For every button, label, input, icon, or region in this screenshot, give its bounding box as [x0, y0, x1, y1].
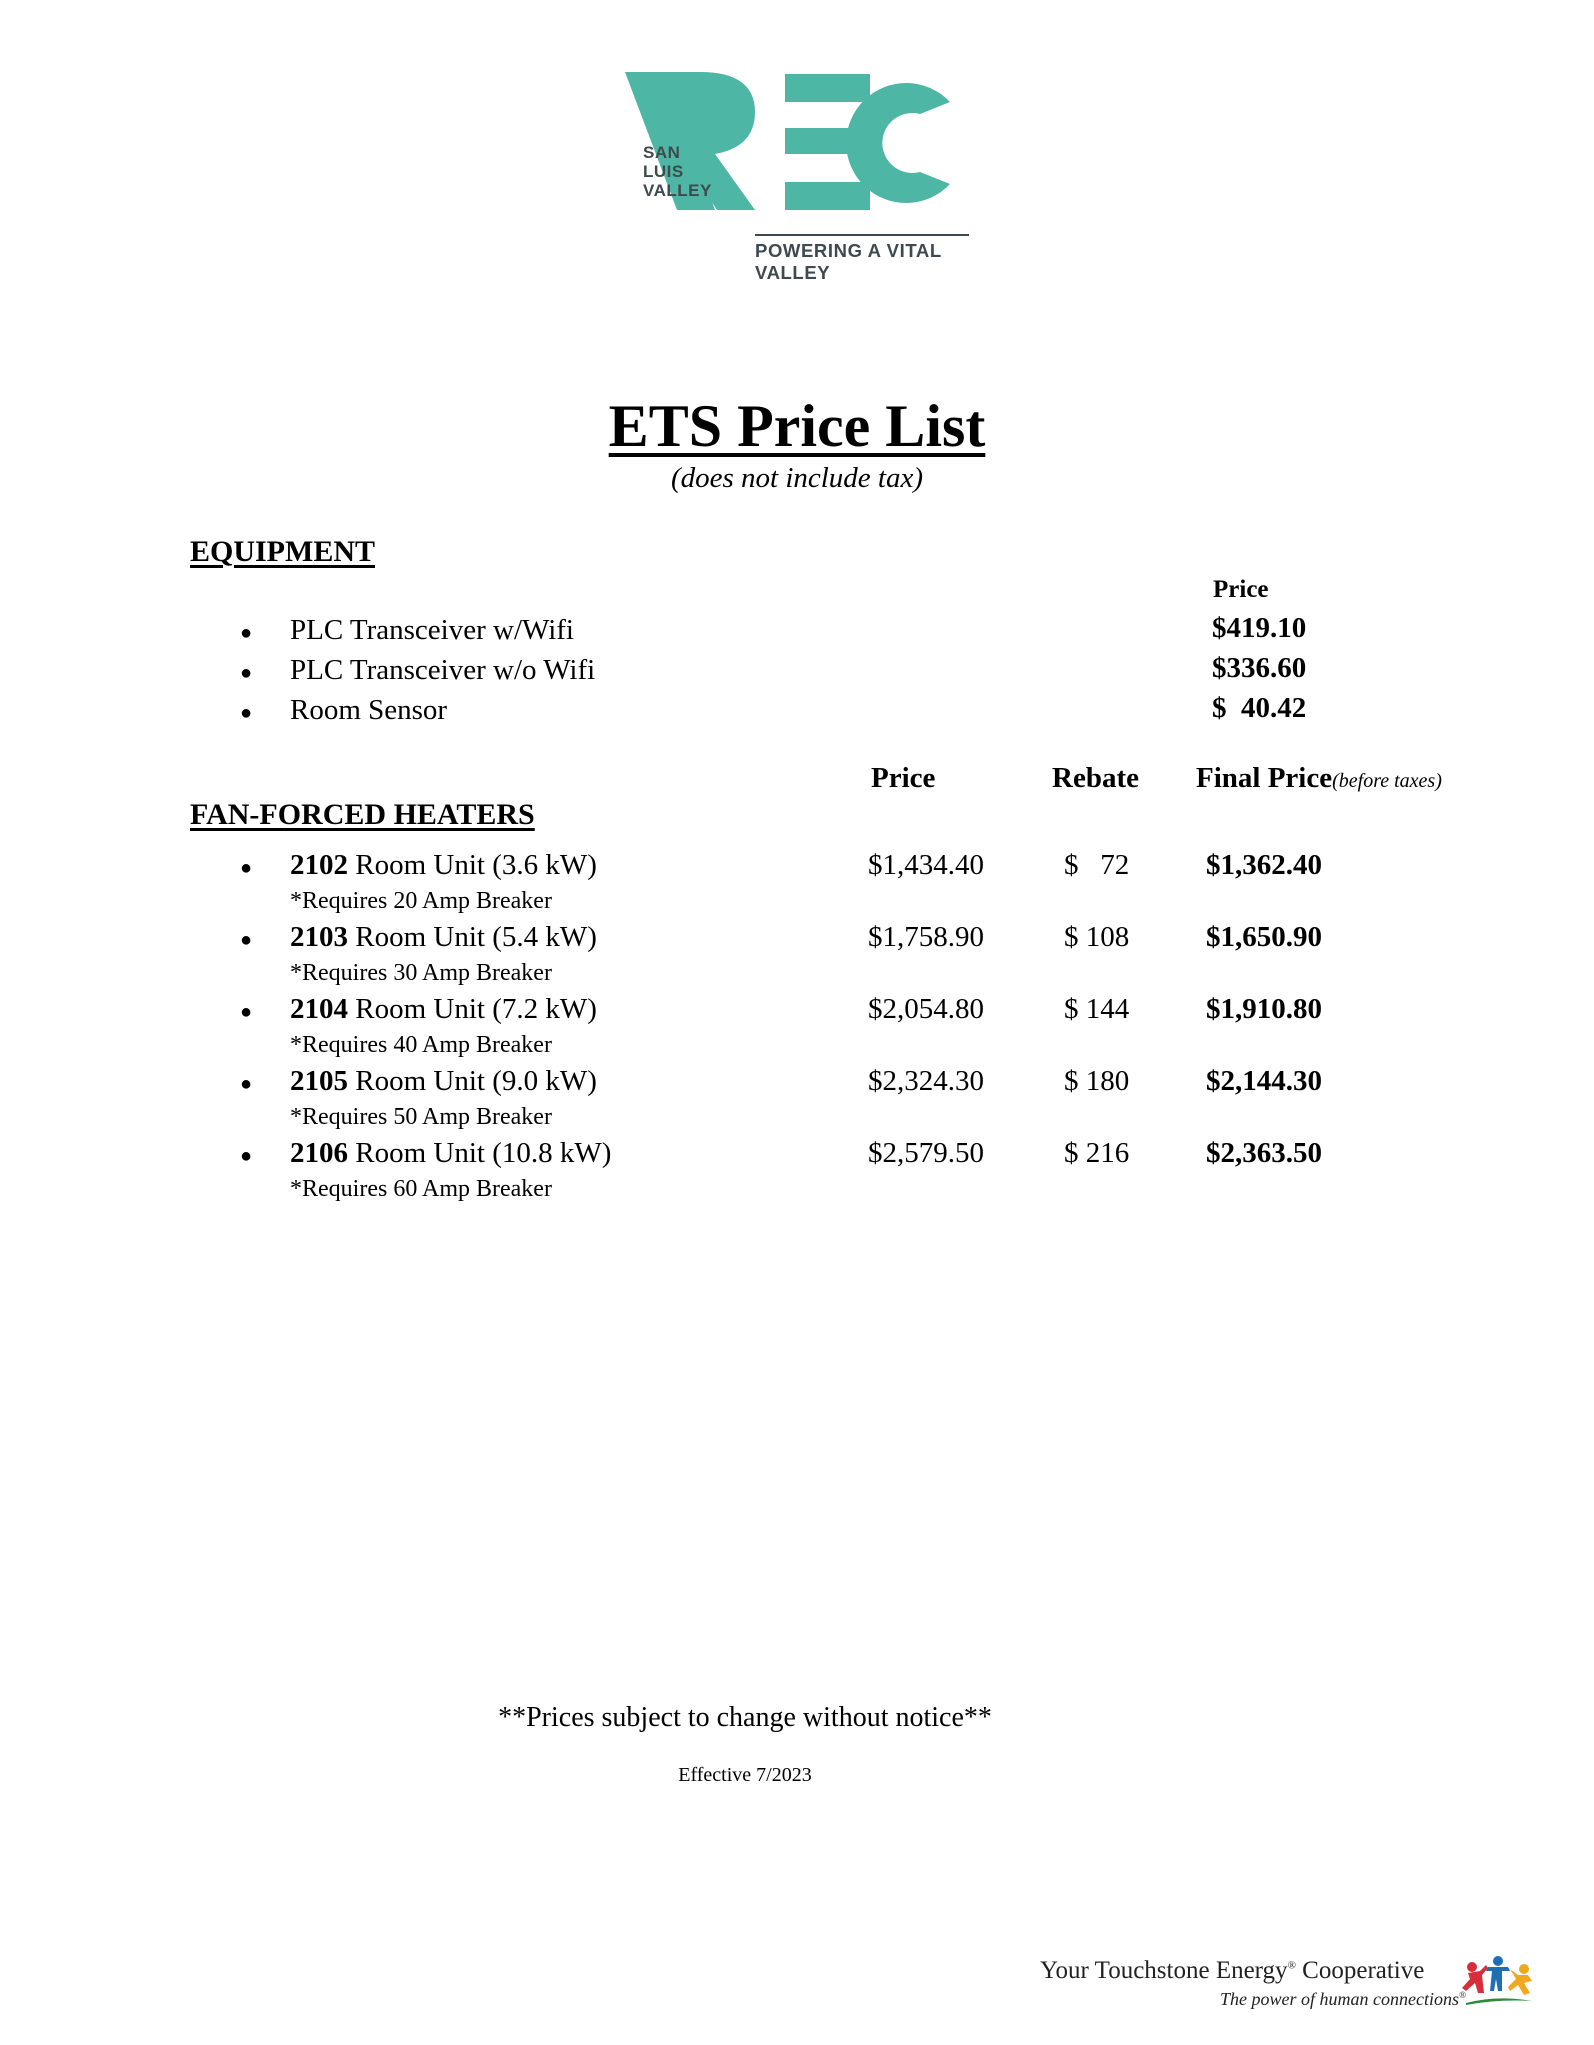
- heater-model: 2104: [290, 993, 348, 1025]
- heater-desc: Room Unit (7.2 kW): [348, 993, 597, 1025]
- logo-tagline: POWERING A VITAL VALLEY: [755, 240, 942, 283]
- heater-price: $2,324.30: [868, 1065, 984, 1097]
- touchstone-slogan: The power of human connections: [1220, 1989, 1459, 2009]
- touchstone-cooperative: Cooperative: [1295, 1957, 1425, 1984]
- heater-desc: Room Unit (5.4 kW): [348, 921, 597, 953]
- equipment-item-price: $419.10: [1212, 612, 1307, 644]
- touchstone-energy-logo: [1040, 1955, 1560, 2015]
- human-connections-icon: [1458, 1955, 1538, 2013]
- heater-final-price: $1,910.80: [1206, 993, 1322, 1025]
- bullet-icon: ●: [240, 662, 253, 684]
- heater-requirement: *Requires 50 Amp Breaker: [290, 1104, 552, 1130]
- logo-sub-san: SAN: [643, 143, 681, 162]
- heater-desc: Room Unit (9.0 kW): [348, 1065, 597, 1097]
- heater-final-price: $1,650.90: [1206, 921, 1322, 953]
- heater-price: $2,054.80: [868, 993, 984, 1025]
- bullet-icon: ●: [240, 702, 253, 724]
- heater-model: 2103: [290, 921, 348, 953]
- heater-final-price: $2,363.50: [1206, 1137, 1322, 1169]
- heater-model: 2102: [290, 849, 348, 881]
- registered-mark: ®: [1458, 1990, 1466, 2000]
- heater-requirement: *Requires 40 Amp Breaker: [290, 1032, 552, 1058]
- equipment-item-name: PLC Transceiver w/Wifi: [290, 614, 574, 646]
- page-title-text: ETS Price List: [608, 393, 986, 459]
- before-taxes-note: (before taxes): [1332, 770, 1442, 792]
- heater-item: [290, 849, 597, 882]
- heater-requirement: *Requires 20 Amp Breaker: [290, 888, 552, 914]
- equipment-item-price: $ 40.42: [1212, 692, 1307, 724]
- touchstone-line2: [1220, 1989, 1466, 2010]
- equipment-heading: EQUIPMENT: [190, 535, 376, 568]
- heater-model: 2105: [290, 1065, 348, 1097]
- bullet-icon: ●: [240, 622, 253, 644]
- equipment-item-price: $336.60: [1212, 652, 1307, 684]
- touchstone-name: Your Touchstone Energy: [1040, 1957, 1288, 1984]
- heater-desc: Room Unit (3.6 kW): [348, 849, 597, 881]
- heater-rebate: $ 108: [1064, 921, 1130, 953]
- page-title: [0, 394, 1594, 458]
- logo-sub-luis: LUIS: [643, 162, 684, 181]
- touchstone-line1: [1040, 1957, 1424, 1985]
- heaters-rebate-header: Rebate: [1052, 762, 1139, 794]
- heater-rebate: $ 144: [1064, 993, 1130, 1025]
- equipment-price-header: Price: [1213, 576, 1269, 603]
- heater-rebate: $ 216: [1064, 1137, 1130, 1169]
- rec-logo: [605, 62, 975, 283]
- bullet-icon: ●: [240, 1001, 253, 1023]
- heater-rebate: $ 180: [1064, 1065, 1130, 1097]
- heater-item: [290, 1137, 611, 1170]
- logo-sub-valley: VALLEY: [643, 181, 712, 200]
- bullet-icon: ●: [240, 1145, 253, 1167]
- heater-model: 2106: [290, 1137, 348, 1169]
- heater-item: [290, 1065, 597, 1098]
- heater-final-price: $1,362.40: [1206, 849, 1322, 881]
- bullet-icon: ●: [240, 1073, 253, 1095]
- heaters-heading: FAN-FORCED HEATERS: [190, 798, 535, 831]
- page-subtitle: (does not include tax): [670, 462, 924, 494]
- bullet-icon: ●: [240, 929, 253, 951]
- heaters-final-header: [1196, 762, 1442, 795]
- heater-price: $2,579.50: [868, 1137, 984, 1169]
- heater-item: [290, 993, 597, 1026]
- registered-mark: ®: [1287, 1959, 1296, 1972]
- heater-requirement: *Requires 60 Amp Breaker: [290, 1176, 552, 1202]
- bullet-icon: ●: [240, 857, 253, 879]
- heater-item: [290, 921, 597, 954]
- heater-rebate: $ 72: [1064, 849, 1130, 881]
- heater-price: $1,434.40: [868, 849, 984, 881]
- final-price-label: Final Price: [1196, 762, 1333, 794]
- equipment-item-name: PLC Transceiver w/o Wifi: [290, 654, 596, 686]
- heater-desc: Room Unit (10.8 kW): [348, 1137, 612, 1169]
- heater-requirement: *Requires 30 Amp Breaker: [290, 960, 552, 986]
- heater-price: $1,758.90: [868, 921, 984, 953]
- heater-final-price: $2,144.30: [1206, 1065, 1322, 1097]
- price-change-notice: **Prices subject to change without notice**: [498, 1702, 992, 1733]
- equipment-item-name: Room Sensor: [290, 694, 448, 726]
- heaters-price-header: Price: [871, 762, 936, 794]
- effective-date: Effective 7/2023: [678, 1764, 812, 1786]
